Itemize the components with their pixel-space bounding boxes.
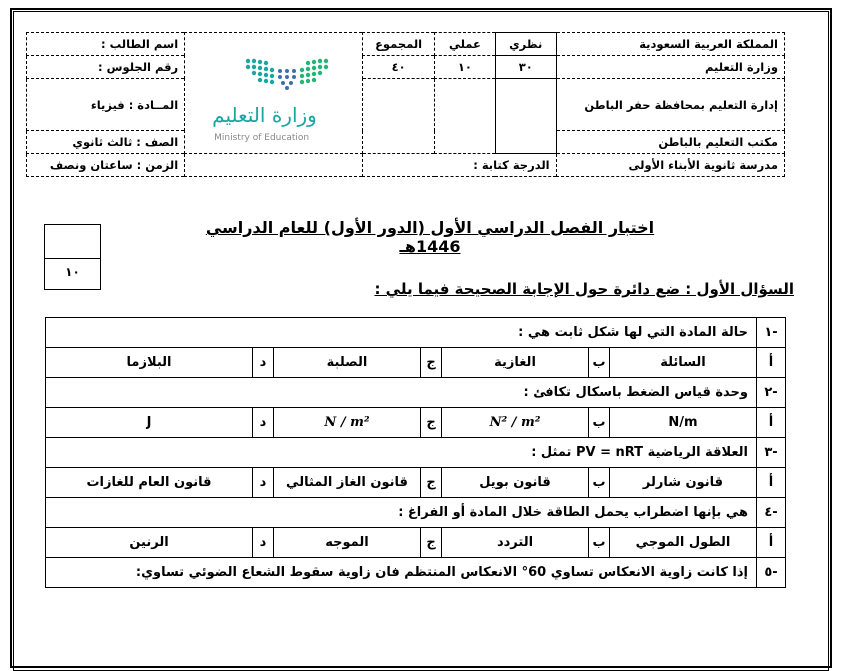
grade-header-total: المجموع [363,33,435,56]
option-text[interactable]: قانون بويل [442,468,589,498]
student-name-field: اسم الطالب : [27,33,185,56]
exam-title: اختبار الفصل الدراسي الأول (الدور الأول) للعام الدراسي 1446هـ [205,218,655,256]
score-box [44,224,101,290]
option-letter: ب [589,528,610,558]
subject-field: المــادة : فيزياء [27,79,185,131]
grade-value-practical: ١٠ [435,56,496,79]
score-box-divider [45,258,100,259]
option-letter: ج [421,408,442,438]
option-text[interactable]: الغازية [442,348,589,378]
option-letter: د [253,348,274,378]
header-ministry: وزارة التعليم [556,56,784,79]
option-letter: أ [757,468,786,498]
header-office: مكتب التعليم بالباطن [556,131,784,154]
option-text[interactable]: قانون الغاز المثالي [274,468,421,498]
header-school: مدرسة ثانوية الأبناء الأولى [556,154,784,177]
question-text: العلاقة الرياضية PV = nRT تمثل : [46,438,757,468]
grade-empty-total [363,79,435,154]
option-text[interactable]: قانون شارلر [610,468,757,498]
logo-spacer [185,154,363,177]
grade-value-theory: ٣٠ [495,56,556,79]
option-text[interactable]: الموجه [274,528,421,558]
question-number: -٣ [757,438,786,468]
score-box-value: ١٠ [65,265,80,279]
question-number: -٢ [757,378,786,408]
option-text[interactable]: N² / m² [442,408,589,438]
question-text: وحدة قياس الضغط باسكال تكافئ : [46,378,757,408]
option-letter: ج [421,468,442,498]
header-table [26,32,785,177]
mcq-table [45,317,786,588]
grade-empty-theory [495,79,556,154]
option-letter: ب [589,348,610,378]
question-text: حالة المادة التي لها شكل ثابت هي : [46,318,757,348]
header-kingdom: المملكة العربية السعودية [556,33,784,56]
grade-empty-practical [435,79,496,154]
option-text[interactable]: الرنين [46,528,253,558]
question-title: السؤال الأول : ضع دائرة حول الإجابة الصحيحة فيما يلي : [374,280,794,298]
grade-header-theory: نظري [495,33,556,56]
ministry-logo [185,33,363,154]
option-letter: ب [589,468,610,498]
question-number: -١ [757,318,786,348]
grade-value-total: ٤٠ [363,56,435,79]
written-grade-field: الدرجة كتابة : [363,154,556,177]
grade-level-field: الصف : ثالث ثانوي [27,131,185,154]
option-letter: ب [589,408,610,438]
option-letter: أ [757,528,786,558]
option-text[interactable]: التردد [442,528,589,558]
question-number: -٤ [757,498,786,528]
option-letter: ج [421,348,442,378]
option-text[interactable]: البلازما [46,348,253,378]
question-number: -٥ [757,558,786,588]
option-text[interactable]: الطول الموجي [610,528,757,558]
option-text[interactable]: N / m² [274,408,421,438]
option-letter: د [253,408,274,438]
question-text: إذا كانت زاوية الانعكاس تساوي 60° الانعكاس المنتظم فان زاوية سقوط الشعاع الضوئي تساوي: [46,558,757,588]
logo-arabic-text: وزارة التعليم [212,103,317,127]
option-text[interactable]: السائلة [610,348,757,378]
option-text[interactable]: N/m [610,408,757,438]
option-letter: د [253,528,274,558]
logo-dots-icon [242,55,332,95]
seat-number-field: رقم الجلوس : [27,56,185,79]
option-letter: أ [757,348,786,378]
grade-header-practical: عملي [435,33,496,56]
question-text: هي بإنها اضطراب يحمل الطاقة خلال المادة أو الفراغ : [46,498,757,528]
option-letter: أ [757,408,786,438]
option-text[interactable]: قانون العام للغازات [46,468,253,498]
option-letter: د [253,468,274,498]
duration-field: الزمن : ساعتان ونصف [27,154,185,177]
option-letter: ج [421,528,442,558]
option-text[interactable]: J [46,408,253,438]
logo-english-text: Ministry of Education [214,133,310,143]
option-text[interactable]: الصلبة [274,348,421,378]
header-directorate: إدارة التعليم بمحافظة حفر الباطن [556,79,784,131]
